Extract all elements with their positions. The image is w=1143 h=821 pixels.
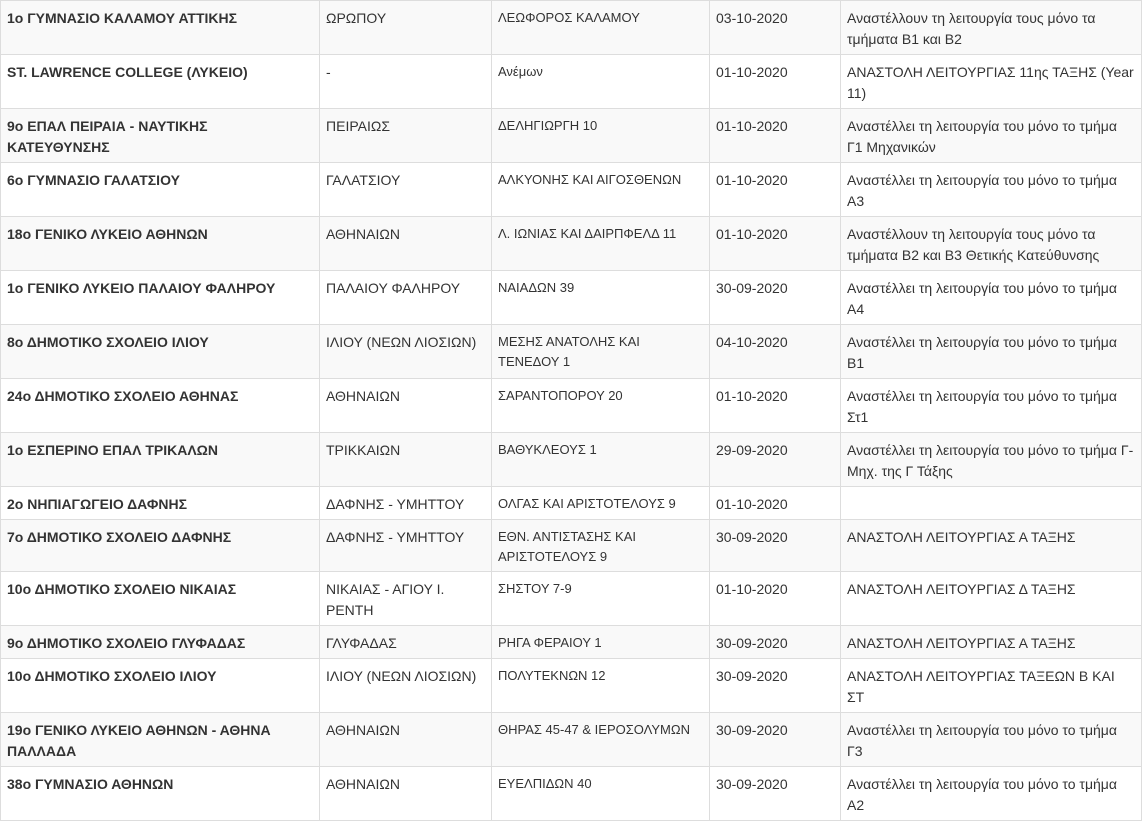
suspension-date: 30-09-2020: [710, 271, 841, 325]
municipality: ΠΑΛΑΙΟΥ ΦΑΛΗΡΟΥ: [320, 271, 492, 325]
suspension-date: 30-09-2020: [710, 713, 841, 767]
suspension-date: 01-10-2020: [710, 379, 841, 433]
municipality: ΓΛΥΦΑΔΑΣ: [320, 626, 492, 659]
school-name: 18ο ΓΕΝΙΚΟ ΛΥΚΕΙΟ ΑΘΗΝΩΝ: [1, 217, 320, 271]
address: ΣΗΣΤΟΥ 7-9: [492, 572, 710, 626]
school-name: 1ο ΓΥΜΝΑΣΙΟ ΚΑΛΑΜΟΥ ΑΤΤΙΚΗΣ: [1, 1, 320, 55]
note: Αναστέλλει τη λειτουργία του μόνο το τμήμα Α2: [841, 767, 1142, 821]
address: ΡΗΓΑ ΦΕΡΑΙΟΥ 1: [492, 626, 710, 659]
table-row: [1, 325, 1142, 379]
suspension-date: 01-10-2020: [710, 109, 841, 163]
municipality: ΩΡΩΠΟΥ: [320, 1, 492, 55]
suspension-date: 01-10-2020: [710, 55, 841, 109]
table-row: [1, 163, 1142, 217]
note: Αναστέλλουν τη λειτουργία τους μόνο τα τμήματα Β1 και Β2: [841, 1, 1142, 55]
suspension-date: 01-10-2020: [710, 487, 841, 520]
suspension-date: 04-10-2020: [710, 325, 841, 379]
school-name: 9ο ΕΠΑΛ ΠΕΙΡΑΙΑ - ΝΑΥΤΙΚΗΣ ΚΑΤΕΥΘΥΝΣΗΣ: [1, 109, 320, 163]
suspension-date: 30-09-2020: [710, 520, 841, 572]
address: ΔΕΛΗΓΙΩΡΓΗ 10: [492, 109, 710, 163]
note: ΑΝΑΣΤΟΛΗ ΛΕΙΤΟΥΡΓΙΑΣ ΤΑΞΕΩΝ Β ΚΑΙ ΣΤ: [841, 659, 1142, 713]
municipality: ΑΘΗΝΑΙΩΝ: [320, 217, 492, 271]
note: ΑΝΑΣΤΟΛΗ ΛΕΙΤΟΥΡΓΙΑΣ Α ΤΑΞΗΣ: [841, 520, 1142, 572]
address: Ανέμων: [492, 55, 710, 109]
address: ΠΟΛΥΤΕΚΝΩΝ 12: [492, 659, 710, 713]
school-name: 8ο ΔΗΜΟΤΙΚΟ ΣΧΟΛΕΙΟ ΙΛΙΟΥ: [1, 325, 320, 379]
school-name: 9ο ΔΗΜΟΤΙΚΟ ΣΧΟΛΕΙΟ ΓΛΥΦΑΔΑΣ: [1, 626, 320, 659]
note: ΑΝΑΣΤΟΛΗ ΛΕΙΤΟΥΡΓΙΑΣ Α ΤΑΞΗΣ: [841, 626, 1142, 659]
address: Λ. ΙΩΝΙΑΣ ΚΑΙ ΔΑΙΡΠΦΕΛΔ 11: [492, 217, 710, 271]
school-name: 10ο ΔΗΜΟΤΙΚΟ ΣΧΟΛΕΙΟ ΝΙΚΑΙΑΣ: [1, 572, 320, 626]
note: Αναστέλλει τη λειτουργία του μόνο το τμήμα Α3: [841, 163, 1142, 217]
table-row: [1, 1, 1142, 55]
school-name: 19ο ΓΕΝΙΚΟ ΛΥΚΕΙΟ ΑΘΗΝΩΝ - ΑΘΗΝΑ ΠΑΛΛΑΔΑ: [1, 713, 320, 767]
school-name: 24ο ΔΗΜΟΤΙΚΟ ΣΧΟΛΕΙΟ ΑΘΗΝΑΣ: [1, 379, 320, 433]
suspension-date: 29-09-2020: [710, 433, 841, 487]
school-name: 2ο ΝΗΠΙΑΓΩΓΕΙΟ ΔΑΦΝΗΣ: [1, 487, 320, 520]
table-row: [1, 109, 1142, 163]
address: ΕΘΝ. ΑΝΤΙΣΤΑΣΗΣ ΚΑΙ ΑΡΙΣΤΟΤΕΛΟΥΣ 9: [492, 520, 710, 572]
municipality: ΝΙΚΑΙΑΣ - ΑΓΙΟΥ Ι. ΡΕΝΤΗ: [320, 572, 492, 626]
note: Αναστέλλει τη λειτουργία του μόνο το τμήμα Α4: [841, 271, 1142, 325]
school-name: 7ο ΔΗΜΟΤΙΚΟ ΣΧΟΛΕΙΟ ΔΑΦΝΗΣ: [1, 520, 320, 572]
suspension-date: 01-10-2020: [710, 572, 841, 626]
suspension-date: 30-09-2020: [710, 767, 841, 821]
school-name: 6ο ΓΥΜΝΑΣΙΟ ΓΑΛΑΤΣΙΟΥ: [1, 163, 320, 217]
table-row: [1, 767, 1142, 821]
municipality: ΔΑΦΝΗΣ - ΥΜΗΤΤΟΥ: [320, 487, 492, 520]
table-row: [1, 55, 1142, 109]
address: ΘΗΡΑΣ 45-47 & ΙΕΡΟΣΟΛΥΜΩΝ: [492, 713, 710, 767]
note: [841, 487, 1142, 520]
table-row: [1, 626, 1142, 659]
table-row: [1, 487, 1142, 520]
municipality: ΓΑΛΑΤΣΙΟΥ: [320, 163, 492, 217]
school-name: 1ο ΕΣΠΕΡΙΝΟ ΕΠΑΛ ΤΡΙΚΑΛΩΝ: [1, 433, 320, 487]
suspension-date: 30-09-2020: [710, 659, 841, 713]
table-row: [1, 572, 1142, 626]
address: ΝΑΙΑΔΩΝ 39: [492, 271, 710, 325]
address: ΜΕΣΗΣ ΑΝΑΤΟΛΗΣ ΚΑΙ ΤΕΝΕΔΟΥ 1: [492, 325, 710, 379]
municipality: ΤΡΙΚΚΑΙΩΝ: [320, 433, 492, 487]
address: ΕΥΕΛΠΙΔΩΝ 40: [492, 767, 710, 821]
note: Αναστέλλει τη λειτουργία του μόνο το τμήμα Β1: [841, 325, 1142, 379]
school-name: 1ο ΓΕΝΙΚΟ ΛΥΚΕΙΟ ΠΑΛΑΙΟΥ ΦΑΛΗΡΟΥ: [1, 271, 320, 325]
note: Αναστέλλει τη λειτουργία του μόνο το τμήμα Γ3: [841, 713, 1142, 767]
note: ΑΝΑΣΤΟΛΗ ΛΕΙΤΟΥΡΓΙΑΣ Δ ΤΑΞΗΣ: [841, 572, 1142, 626]
address: ΣΑΡΑΝΤΟΠΟΡΟΥ 20: [492, 379, 710, 433]
municipality: ΑΘΗΝΑΙΩΝ: [320, 767, 492, 821]
note: Αναστέλλουν τη λειτουργία τους μόνο τα τμήματα Β2 και Β3 Θετικής Κατεύθυνσης: [841, 217, 1142, 271]
table-row: [1, 659, 1142, 713]
note: Αναστέλλει τη λειτουργία του μόνο το τμήμα Γ-Μηχ. της Γ Τάξης: [841, 433, 1142, 487]
suspension-date: 01-10-2020: [710, 163, 841, 217]
table-row: [1, 713, 1142, 767]
table-row: [1, 271, 1142, 325]
table-row: [1, 433, 1142, 487]
address: ΒΑΘΥΚΛΕΟΥΣ 1: [492, 433, 710, 487]
note: ΑΝΑΣΤΟΛΗ ΛΕΙΤΟΥΡΓΙΑΣ 11ης ΤΑΞΗΣ (Year 11): [841, 55, 1142, 109]
suspension-date: 30-09-2020: [710, 626, 841, 659]
table-row: [1, 379, 1142, 433]
suspension-date: 03-10-2020: [710, 1, 841, 55]
municipality: ΠΕΙΡΑΙΩΣ: [320, 109, 492, 163]
suspension-date: 01-10-2020: [710, 217, 841, 271]
municipality: ΙΛΙΟΥ (ΝΕΩΝ ΛΙΟΣΙΩΝ): [320, 659, 492, 713]
school-name: 10ο ΔΗΜΟΤΙΚΟ ΣΧΟΛΕΙΟ ΙΛΙΟΥ: [1, 659, 320, 713]
note: Αναστέλλει τη λειτουργία του μόνο το τμήμα Γ1 Μηχανικών: [841, 109, 1142, 163]
note: Αναστέλλει τη λειτουργία του μόνο το τμήμα Στ1: [841, 379, 1142, 433]
municipality: ΑΘΗΝΑΙΩΝ: [320, 379, 492, 433]
address: ΑΛΚΥΟΝΗΣ ΚΑΙ ΑΙΓΟΣΘΕΝΩΝ: [492, 163, 710, 217]
municipality: ΔΑΦΝΗΣ - ΥΜΗΤΤΟΥ: [320, 520, 492, 572]
municipality: ΑΘΗΝΑΙΩΝ: [320, 713, 492, 767]
address: ΟΛΓΑΣ ΚΑΙ ΑΡΙΣΤΟΤΕΛΟΥΣ 9: [492, 487, 710, 520]
table-row: [1, 217, 1142, 271]
municipality: ΙΛΙΟΥ (ΝΕΩΝ ΛΙΟΣΙΩΝ): [320, 325, 492, 379]
table-row: [1, 520, 1142, 572]
address: ΛΕΩΦΟΡΟΣ ΚΑΛΑΜΟΥ: [492, 1, 710, 55]
school-name: ST. LAWRENCE COLLEGE (ΛΥΚΕΙΟ): [1, 55, 320, 109]
municipality: -: [320, 55, 492, 109]
school-name: 38ο ΓΥΜΝΑΣΙΟ ΑΘΗΝΩΝ: [1, 767, 320, 821]
